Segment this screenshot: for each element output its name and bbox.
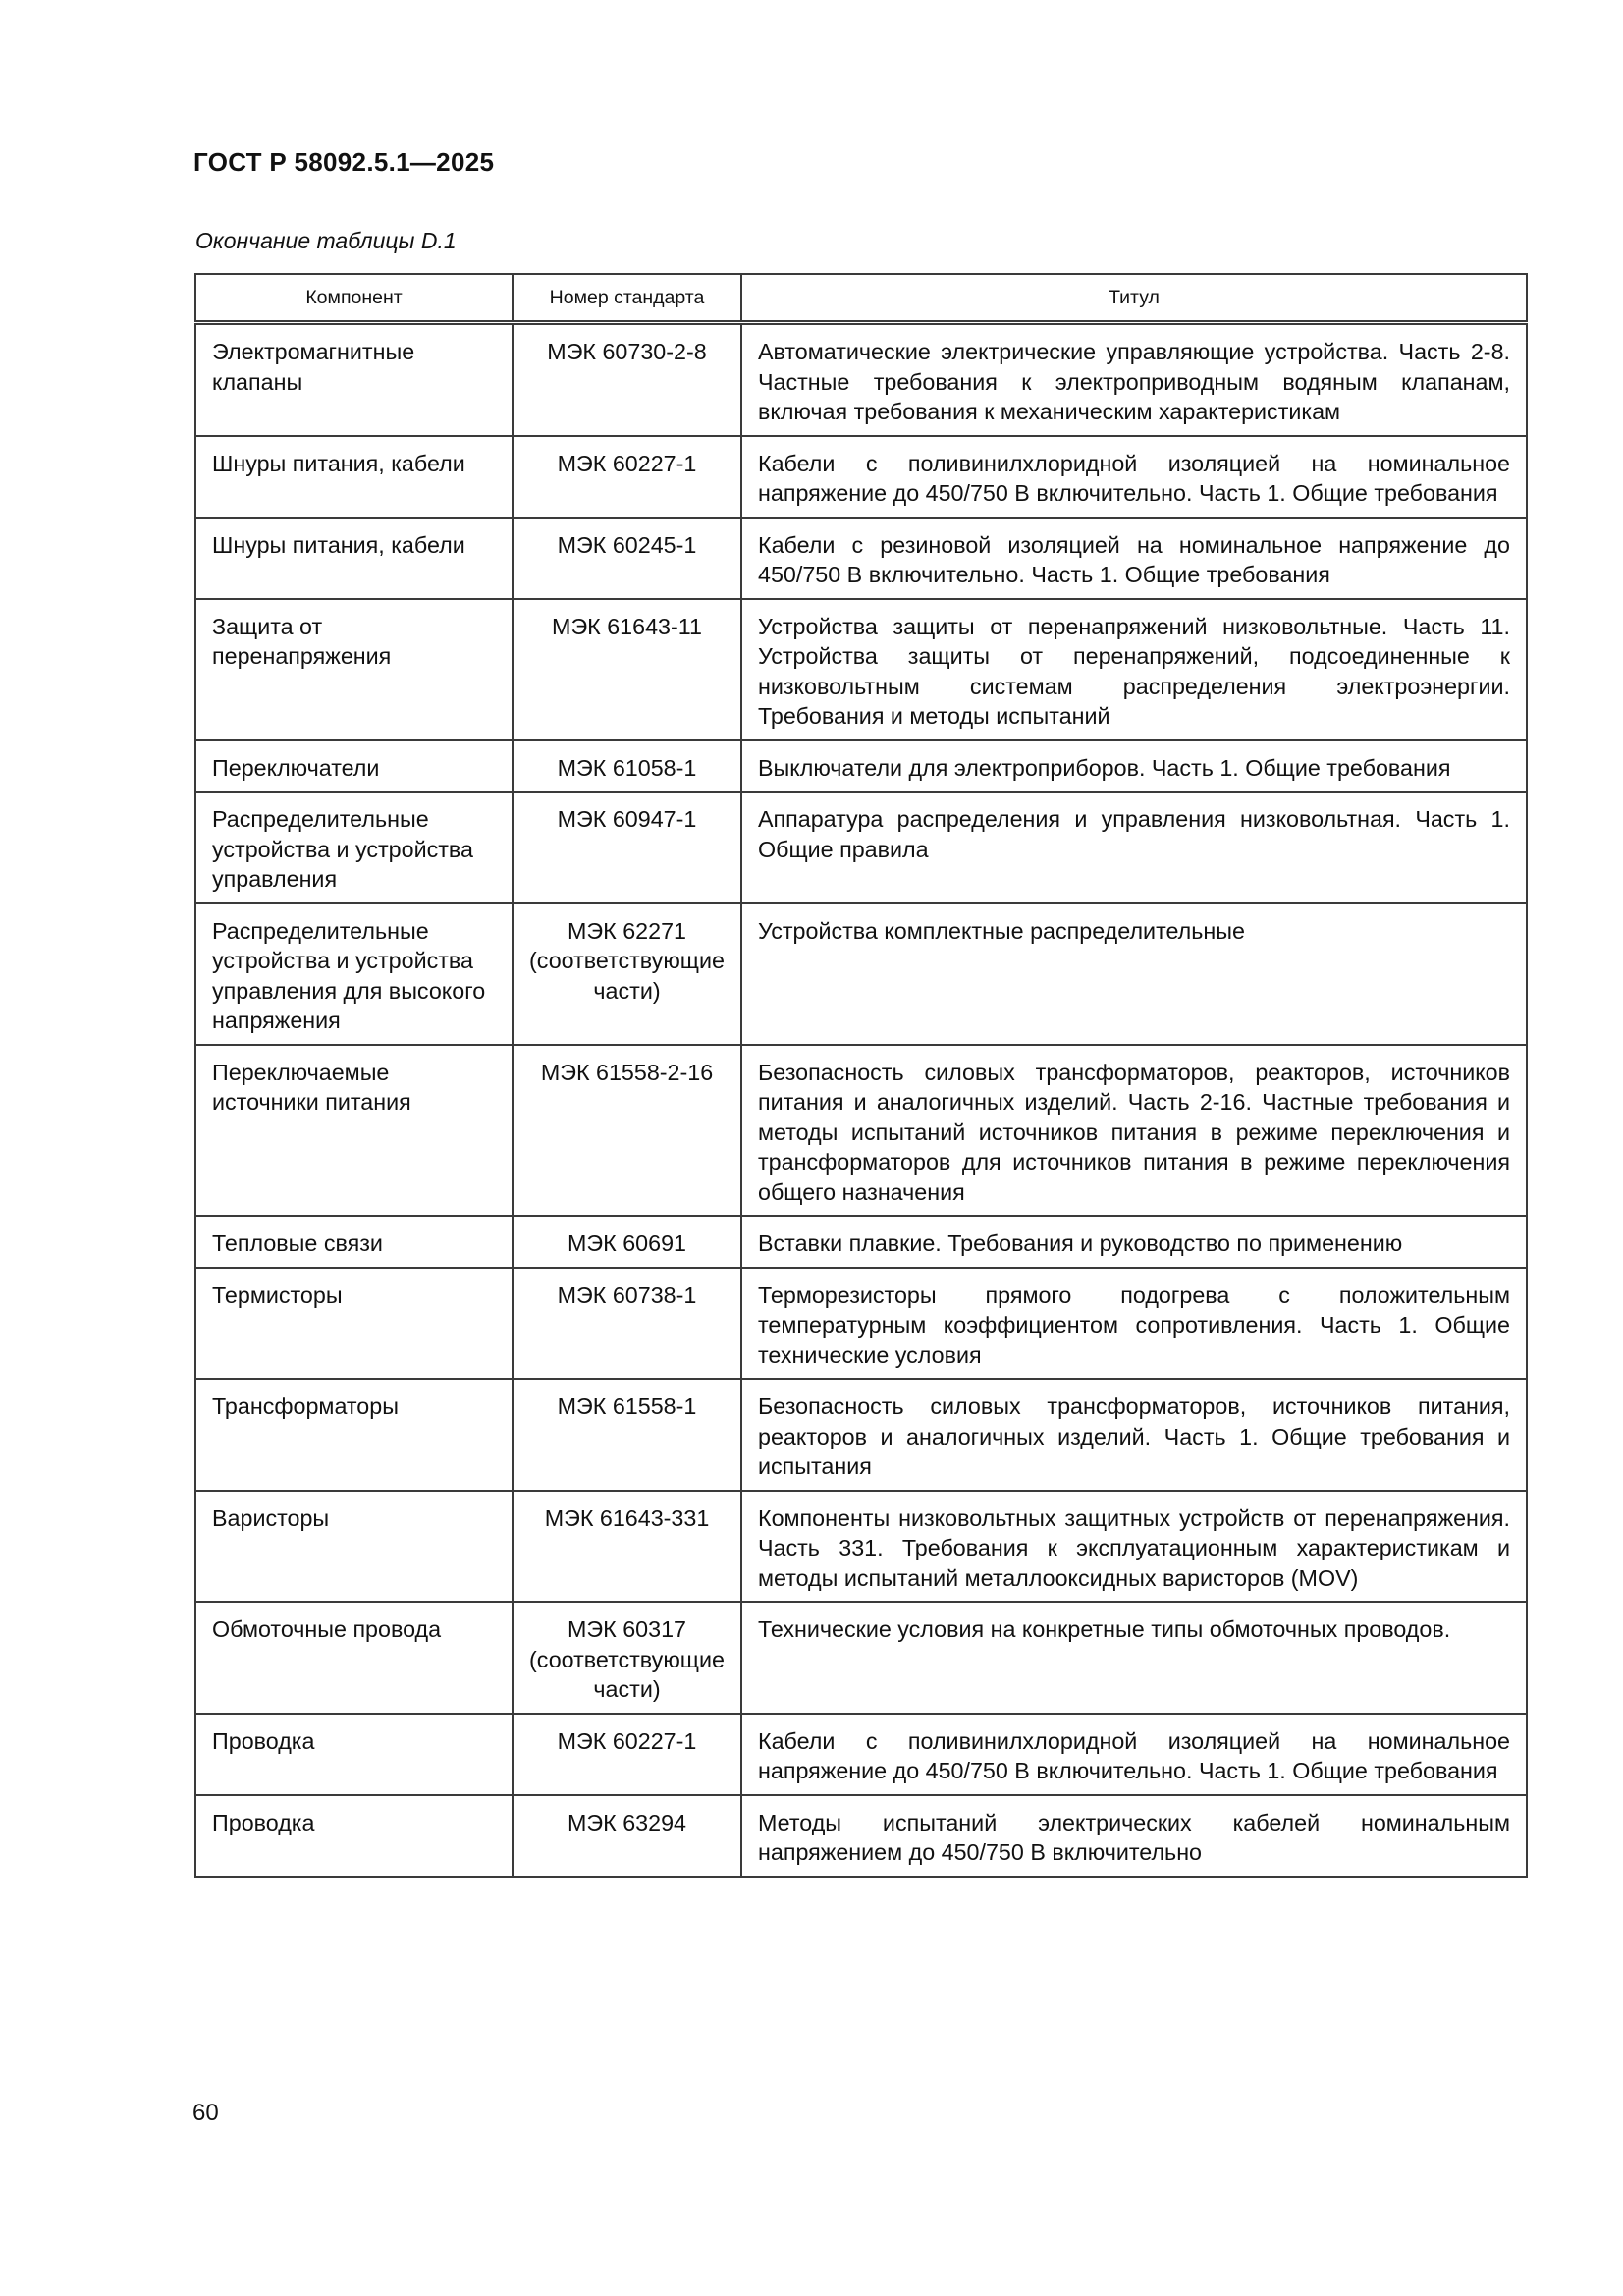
cell-title: Безопасность силовых трансформаторов, источников питания, реакторов и аналогичных изделий. Часть 1. Общие требования и испытания <box>741 1379 1527 1491</box>
table-row <box>195 1714 1527 1795</box>
cell-standard-number: МЭК 60738-1 <box>513 1268 741 1380</box>
cell-title: Терморезисторы прямого подогрева с положительным температурным коэффициентом сопротивления. Часть 1. Общие технические условия <box>741 1268 1527 1380</box>
cell-title: Компоненты низковольтных защитных устройств от перенапряжения. Часть 331. Требования к эксплуатационным характеристикам и методы испытаний металлооксидных варисторов (MOV) <box>741 1491 1527 1603</box>
table-header-row <box>195 274 1527 323</box>
table-row <box>195 792 1527 903</box>
cell-standard-number: МЭК 60227-1 <box>513 436 741 518</box>
cell-standard-number: МЭК 60730-2-8 <box>513 323 741 436</box>
table-row <box>195 1602 1527 1714</box>
table-row <box>195 599 1527 740</box>
cell-title: Вставки плавкие. Требования и руководство по применению <box>741 1216 1527 1268</box>
cell-title: Методы испытаний электрических кабелей номинальным напряжением до 450/750 В включительно <box>741 1795 1527 1877</box>
table-row <box>195 1216 1527 1268</box>
cell-standard-number: МЭК 61058-1 <box>513 740 741 793</box>
cell-standard-number: МЭК 61558-2-16 <box>513 1045 741 1217</box>
cell-title: Безопасность силовых трансформаторов, реакторов, источников питания и аналогичных изделий. Часть 2-16. Частные требования и методы испытаний источников питания в режиме переключения и трансформаторов для источников питания в режиме переключения общего назначения <box>741 1045 1527 1217</box>
cell-title: Выключатели для электроприборов. Часть 1. Общие требования <box>741 740 1527 793</box>
cell-title: Технические условия на конкретные типы обмоточных проводов. <box>741 1602 1527 1714</box>
column-header-standard-number: Номер стандарта <box>513 274 741 323</box>
cell-standard-number: МЭК 62271 (соответствующие части) <box>513 903 741 1045</box>
column-header-title: Титул <box>741 274 1527 323</box>
cell-component: Трансформаторы <box>195 1379 513 1491</box>
table-row <box>195 436 1527 518</box>
cell-title: Кабели с резиновой изоляцией на номинальное напряжение до 450/750 В включительно. Часть 1. Общие требования <box>741 518 1527 599</box>
cell-component: Защита от перенапряжения <box>195 599 513 740</box>
column-header-component: Компонент <box>195 274 513 323</box>
cell-title: Устройства защиты от перенапряжений низковольтные. Часть 11. Устройства защиты от перенапряжений, подсоединенные к низковольтным системам распределения электроэнергии. Требования и методы испытаний <box>741 599 1527 740</box>
cell-standard-number: МЭК 60245-1 <box>513 518 741 599</box>
cell-component: Термисторы <box>195 1268 513 1380</box>
table-row <box>195 1795 1527 1877</box>
cell-component: Шнуры питания, кабели <box>195 436 513 518</box>
table-row <box>195 1491 1527 1603</box>
table-row <box>195 903 1527 1045</box>
table-caption: Окончание таблицы D.1 <box>195 228 457 253</box>
cell-component: Проводка <box>195 1795 513 1877</box>
cell-component: Переключаемые источники питания <box>195 1045 513 1217</box>
cell-standard-number: МЭК 60947-1 <box>513 792 741 903</box>
cell-component: Тепловые связи <box>195 1216 513 1268</box>
cell-standard-number: МЭК 61643-331 <box>513 1491 741 1603</box>
cell-title: Устройства комплектные распределительные <box>741 903 1527 1045</box>
cell-title: Автоматические электрические управляющие устройства. Часть 2-8. Частные требования к электроприводным водяным клапанам, включая требования к механическим характеристикам <box>741 323 1527 436</box>
cell-component: Проводка <box>195 1714 513 1795</box>
document-code-header: ГОСТ Р 58092.5.1—2025 <box>193 147 495 177</box>
cell-component: Переключатели <box>195 740 513 793</box>
table-row <box>195 1045 1527 1217</box>
cell-component: Варисторы <box>195 1491 513 1603</box>
table-row <box>195 1268 1527 1380</box>
table-row <box>195 323 1527 436</box>
cell-component: Распределительные устройства и устройства управления <box>195 792 513 903</box>
cell-standard-number: МЭК 61643-11 <box>513 599 741 740</box>
page-number: 60 <box>192 2100 219 2126</box>
cell-standard-number: МЭК 60317 (соответствующие части) <box>513 1602 741 1714</box>
cell-component: Электромагнитные клапаны <box>195 323 513 436</box>
cell-standard-number: МЭК 60691 <box>513 1216 741 1268</box>
cell-title: Аппаратура распределения и управления низковольтная. Часть 1. Общие правила <box>741 792 1527 903</box>
table-row <box>195 740 1527 793</box>
cell-title: Кабели с поливинилхлоридной изоляцией на номинальное напряжение до 450/750 В включительно. Часть 1. Общие требования <box>741 1714 1527 1795</box>
cell-standard-number: МЭК 60227-1 <box>513 1714 741 1795</box>
cell-standard-number: МЭК 61558-1 <box>513 1379 741 1491</box>
cell-standard-number: МЭК 63294 <box>513 1795 741 1877</box>
cell-title: Кабели с поливинилхлоридной изоляцией на номинальное напряжение до 450/750 В включительно. Часть 1. Общие требования <box>741 436 1527 518</box>
standards-table <box>194 273 1528 1878</box>
table-row <box>195 518 1527 599</box>
table-row <box>195 1379 1527 1491</box>
cell-component: Распределительные устройства и устройства управления для высокого напряжения <box>195 903 513 1045</box>
cell-component: Обмоточные провода <box>195 1602 513 1714</box>
cell-component: Шнуры питания, кабели <box>195 518 513 599</box>
